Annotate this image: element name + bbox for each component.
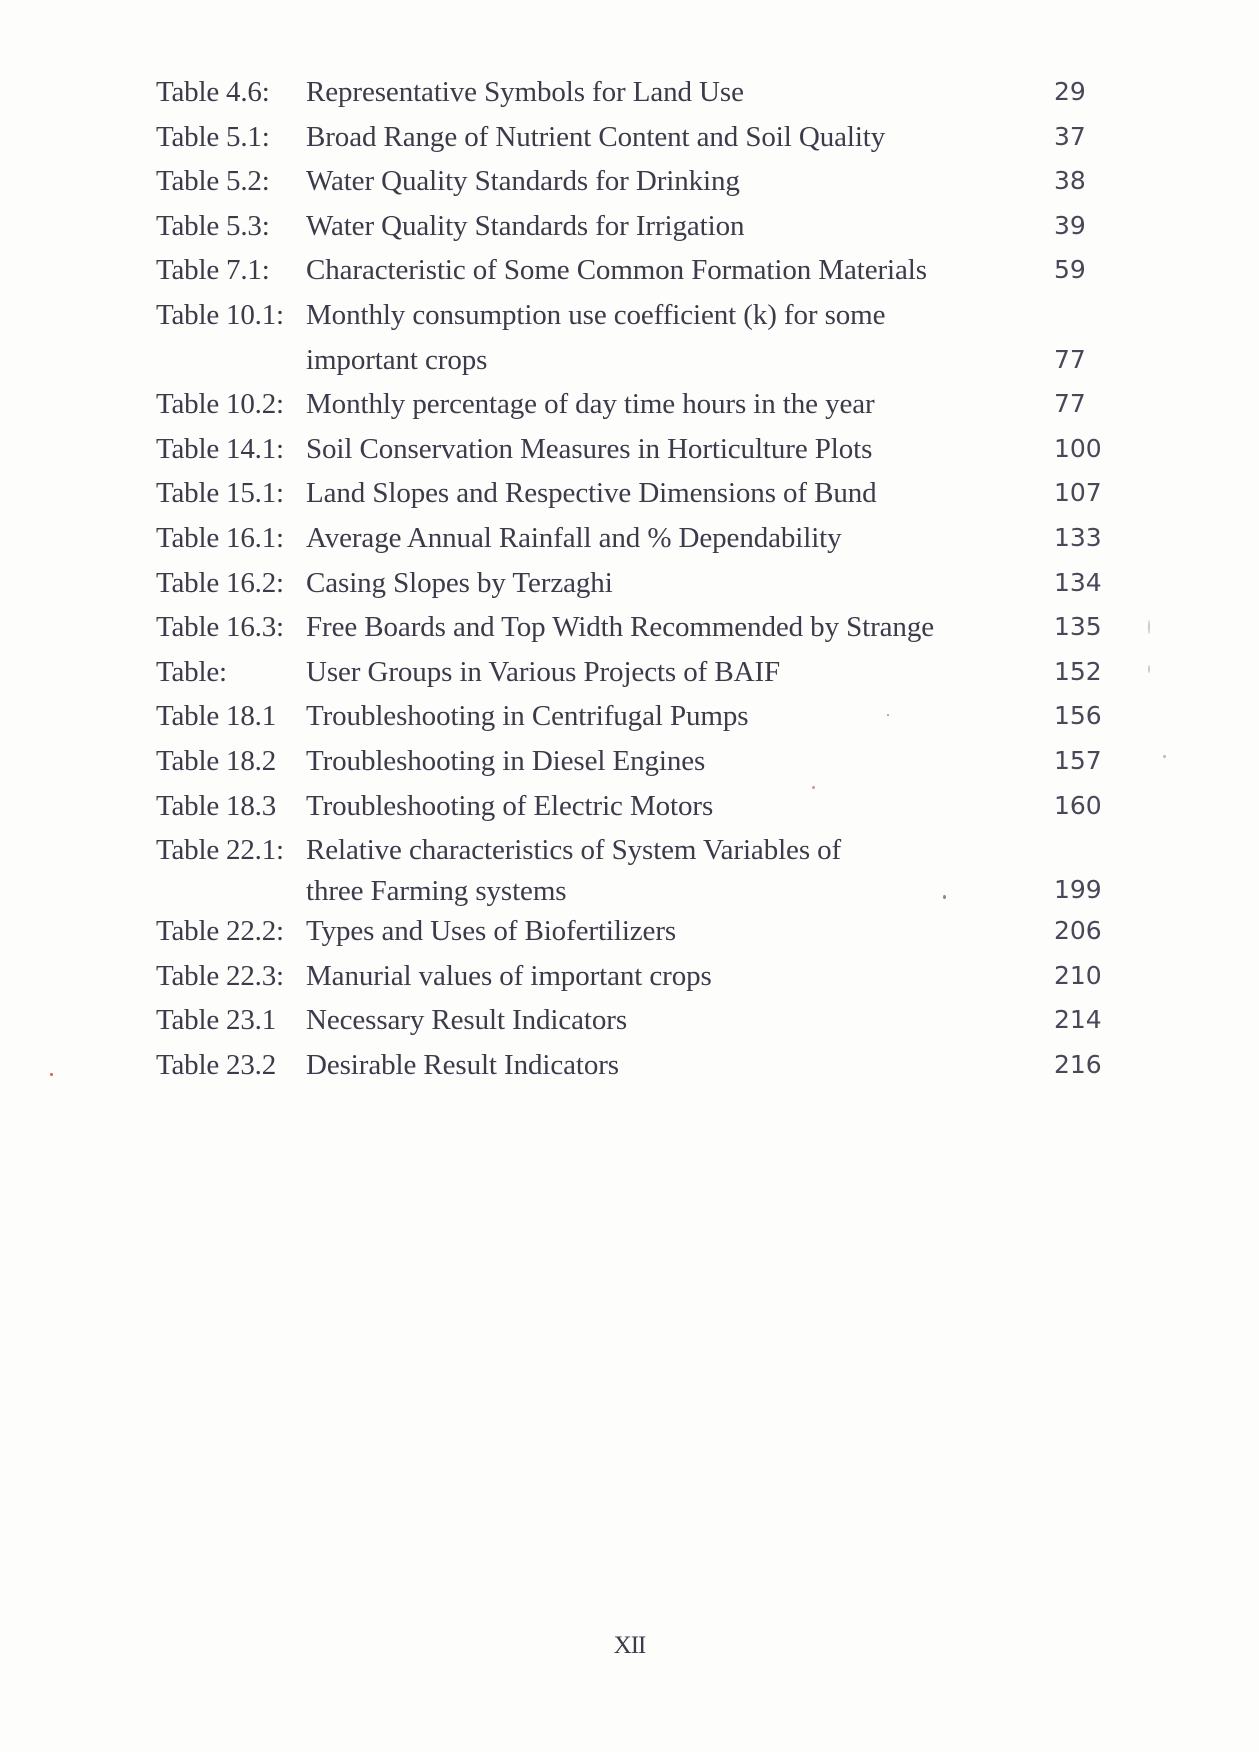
toc-entry [156,561,1116,606]
page-number: 152 [1054,656,1102,686]
table-label: Table 16.2: [156,566,284,599]
table-label: Table 5.2: [156,165,270,198]
table-title: Desirable Result Indicators [306,1048,619,1081]
table-label: Table 23.2 [156,1048,276,1081]
toc-entry [156,694,1116,739]
table-title: Soil Conservation Measures in Horticulture Plots [306,432,873,465]
page-number: 77 [1054,389,1086,419]
toc-entry [156,1043,1116,1088]
table-title: Water Quality Standards for Drinking [306,165,740,198]
table-label: Table 14.1: [156,432,284,465]
table-label: Table 23.1 [156,1004,276,1037]
table-title: Water Quality Standards for Irrigation [306,209,745,242]
table-label: Table 18.1 [156,700,276,733]
table-title-line1: Relative characteristics of System Variables of [306,834,842,867]
toc-entry [156,739,1116,784]
page-number: 77 [1054,344,1086,374]
toc-entry [156,516,1116,561]
table-title: Troubleshooting in Diesel Engines [306,744,706,777]
page-number: 59 [1054,255,1086,285]
table-title: User Groups in Various Projects of BAIF [306,655,781,688]
scan-speck [1148,665,1150,673]
table-title-line2: important crops [306,343,488,376]
table-title: Manurial values of important crops [306,959,712,992]
table-title: Broad Range of Nutrient Content and Soil Quality [306,120,886,153]
table-title: Average Annual Rainfall and % Dependability [306,521,842,554]
table-label: Table 18.2 [156,744,276,777]
toc-entry [156,998,1116,1043]
page-number: 206 [1054,916,1102,946]
page-number: 100 [1054,433,1102,463]
table-label: Table 22.2: [156,915,284,948]
page-number: 216 [1054,1049,1102,1079]
table-title: Troubleshooting in Centrifugal Pumps [306,700,749,733]
scan-speck [943,895,946,899]
page-number: 39 [1054,210,1086,240]
table-title: Representative Symbols for Land Use [306,76,744,108]
table-label: Table 16.3: [156,611,284,644]
table-label: Table 10.2: [156,388,284,421]
table-title: Characteristic of Some Common Formation Materials [306,254,927,287]
toc-entry [156,471,1116,516]
toc-entry [156,650,1116,695]
table-title: Free Boards and Top Width Recommended by Strange [306,611,935,644]
table-label: Table 5.3: [156,209,270,242]
table-title-line1: Monthly consumption use coefficient (k) for some [306,298,886,331]
page-number: 134 [1054,567,1102,597]
page-number: 210 [1054,960,1102,990]
scan-speck [812,786,815,789]
page-number: 29 [1054,77,1086,106]
toc-entry [156,427,1116,472]
table-title: Types and Uses of Biofertilizers [306,915,677,948]
toc-entry [156,204,1116,249]
toc-entry [156,159,1116,204]
table-title: Troubleshooting of Electric Motors [306,789,714,822]
table-label: Table 7.1: [156,254,270,287]
table-title: Casing Slopes by Terzaghi [306,566,613,599]
page-number: 135 [1054,612,1102,642]
toc-entry [156,605,1116,650]
table-title [306,293,1016,382]
page-number: 156 [1054,701,1102,731]
page-number: 133 [1054,522,1102,552]
page-number: 199 [1054,875,1102,905]
page-footer-number: XII [613,1632,646,1659]
toc-entry [156,828,1116,909]
table-title: Land Slopes and Respective Dimensions of Bund [306,477,877,510]
page-number: 160 [1054,790,1102,820]
toc-entry [156,954,1116,999]
table-label: Table 16.1: [156,521,284,554]
scan-speck [887,714,889,716]
table-label: Table 22.1: [156,834,284,867]
table-label: Table 4.6: [156,76,270,108]
toc-entry [156,70,1116,115]
table-label: Table: [156,655,227,688]
page-number: 107 [1054,478,1102,508]
table-label: Table 15.1: [156,477,284,510]
table-title: Monthly percentage of day time hours in the year [306,388,875,421]
page-number: 38 [1054,166,1086,196]
scan-speck [1148,620,1150,634]
table-label: Table 22.3: [156,959,284,992]
toc-entry [156,382,1116,427]
table-label: Table 5.1: [156,120,270,153]
table-title [306,828,1016,913]
table-title: Necessary Result Indicators [306,1004,628,1037]
toc-entry [156,784,1116,829]
toc-entry [156,909,1116,954]
toc-entry [156,115,1116,160]
list-of-tables [156,70,1116,1087]
page-number: 214 [1054,1005,1102,1035]
scan-speck [50,1073,53,1076]
scan-speck [1163,755,1166,758]
table-title-line2: three Farming systems [306,874,567,907]
toc-entry [156,293,1116,382]
table-label: Table 18.3 [156,789,276,822]
toc-entry [156,248,1116,293]
table-label: Table 10.1: [156,298,284,331]
page-number: 37 [1054,121,1086,151]
page-number: 157 [1054,745,1102,775]
